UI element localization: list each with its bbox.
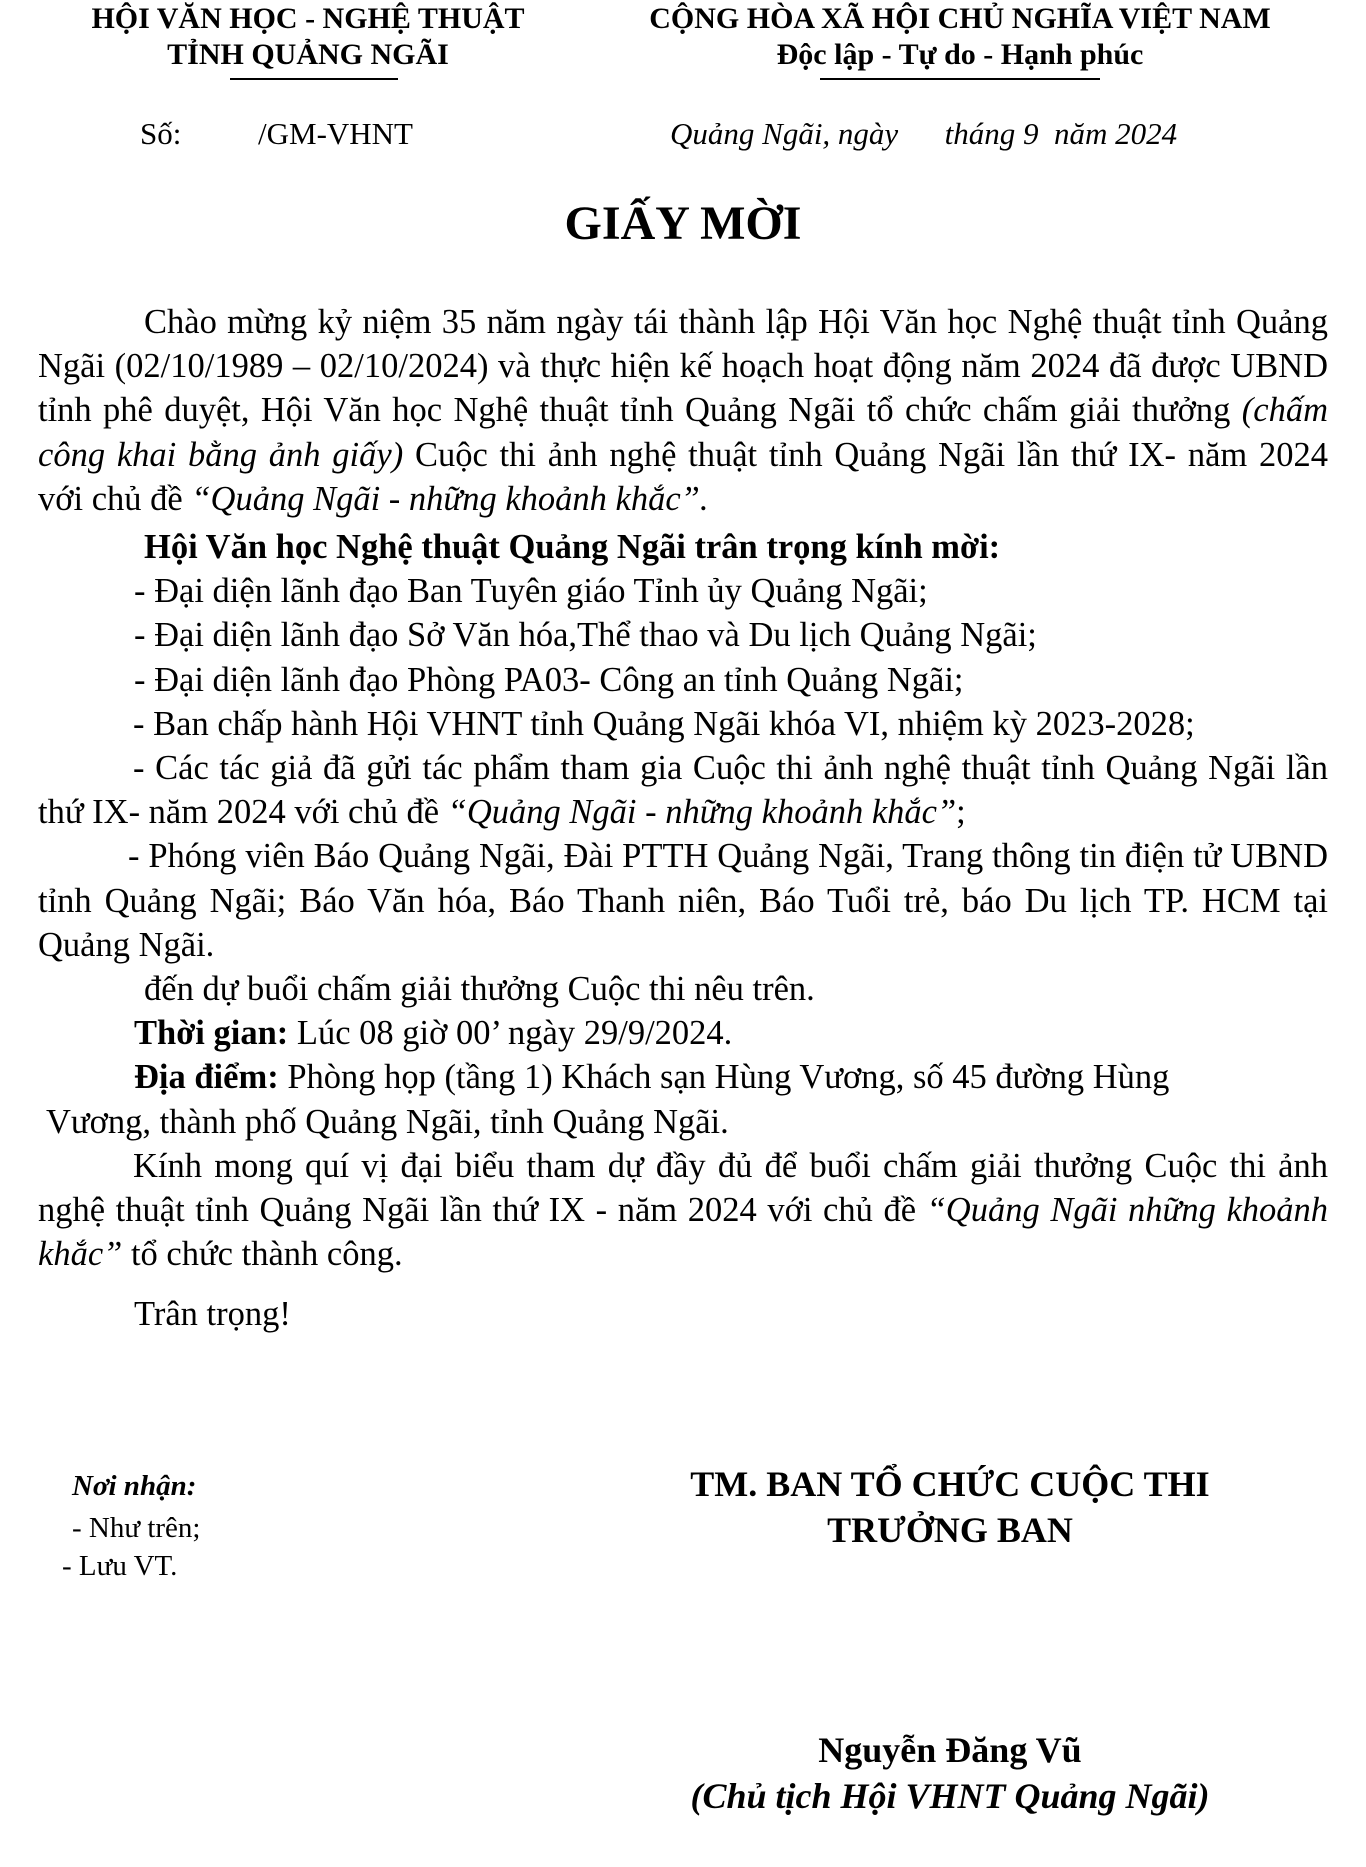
signer-role: (Chủ tịch Hội VHNT Quảng Ngãi) <box>690 1776 1210 1816</box>
invitee-item: - Đại diện lãnh đạo Phòng PA03- Công an tỉnh Quảng Ngãi; <box>134 660 964 699</box>
signature-org: TM. BAN TỔ CHỨC CUỘC THI <box>690 1464 1210 1504</box>
doc-number-code: /GM-VHNT <box>258 116 413 151</box>
document-body <box>38 300 1328 1337</box>
invitee-press: - Phóng viên Báo Quảng Ngãi, Đài PTTH Quảng Ngãi, Trang thông tin điện tử UBND tỉnh Quảng Ngãi; Báo Văn hóa, Báo Thanh niên, Báo Tuổi trẻ, báo Du lịch TP. HCM tại Quảng Ngãi. <box>38 837 1328 964</box>
event-location-cont: Vương, thành phố Quảng Ngãi, tỉnh Quảng Ngãi. <box>46 1102 729 1141</box>
signer-name: Nguyễn Đăng Vũ <box>818 1730 1082 1770</box>
org-name-line1: HỘI VĂN HỌC - NGHỆ THUẬT <box>91 2 525 35</box>
event-time: Thời gian: Lúc 08 giờ 00’ ngày 29/9/2024. <box>134 1014 733 1053</box>
org-name-underline <box>230 78 398 80</box>
recipient-item: - Lưu VT. <box>62 1550 178 1582</box>
signature-title: TRƯỞNG BAN <box>827 1510 1073 1550</box>
recipients-title: Nơi nhận: <box>72 1470 197 1502</box>
attend-line: đến dự buổi chấm giải thưởng Cuộc thi nêu trên. <box>144 970 815 1009</box>
regards: Trân trọng! <box>134 1295 291 1334</box>
document-title: GIẤY MỜI <box>564 197 802 250</box>
invite-heading: Hội Văn học Nghệ thuật Quảng Ngãi trân trọng kính mời: <box>144 528 1001 567</box>
national-motto-underline <box>820 78 1100 80</box>
closing-paragraph: Kính mong quí vị đại biểu tham dự đầy đủ để buổi chấm giải thưởng Cuộc thi ảnh nghệ thuật tỉnh Quảng Ngãi lần thứ IX - năm 2024 với chủ đề “Quảng Ngãi những khoảnh khắc” tổ chức thành công. <box>38 1146 1329 1274</box>
org-name-line2: TỈNH QUẢNG NGÃI <box>167 38 449 71</box>
national-motto: Độc lập - Tự do - Hạnh phúc <box>776 38 1144 71</box>
place-date: Quảng Ngãi, ngày tháng 9 năm 2024 <box>670 116 1178 151</box>
intro-paragraph: Chào mừng kỷ niệm 35 năm ngày tái thành lập Hội Văn học Nghệ thuật tỉnh Quảng Ngãi (02/10/1989 – 02/10/2024) và thực hiện kế hoạch hoạt động năm 2024 đã được UBND tỉnh phê duyệt, Hội Văn học Nghệ thuật tỉnh Quảng Ngãi tổ chức chấm giải thưởng (chấm công khai bằng ảnh giấy) Cuộc thi ảnh nghệ thuật tỉnh Quảng Ngãi lần thứ IX- năm 2024 với chủ đề “Quảng Ngãi - những khoảnh khắc”. <box>38 303 1328 518</box>
invitee-item: - Ban chấp hành Hội VHNT tỉnh Quảng Ngãi khóa VI, nhiệm kỳ 2023-2028; <box>133 704 1195 743</box>
national-title: CỘNG HÒA XÃ HỘI CHỦ NGHĨA VIỆT NAM <box>649 2 1271 35</box>
invitee-item: - Đại diện lãnh đạo Sở Văn hóa,Thể thao và Du lịch Quảng Ngãi; <box>134 616 1037 655</box>
invitee-authors: - Các tác giả đã gửi tác phẩm tham gia Cuộc thi ảnh nghệ thuật tỉnh Quảng Ngãi lần thứ IX- năm 2024 với chủ đề “Quảng Ngãi - những khoảnh khắc”; <box>38 749 1328 832</box>
recipient-item: - Như trên; <box>72 1512 201 1544</box>
invitee-item: - Đại diện lãnh đạo Ban Tuyên giáo Tỉnh ủy Quảng Ngãi; <box>134 572 928 611</box>
doc-number-label: Số: <box>140 116 182 151</box>
event-location: Địa điểm: Phòng họp (tầng 1) Khách sạn Hùng Vương, số 45 đường Hùng <box>134 1058 1170 1097</box>
